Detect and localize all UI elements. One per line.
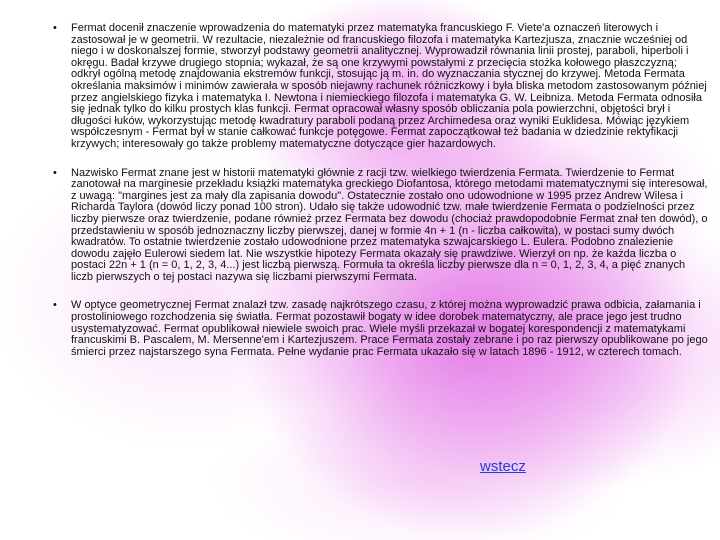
document-body bbox=[53, 23, 708, 375]
paragraph-text: Nazwisko Fermat znane jest w historii matematyki głównie z racji tzw. wielkiego twierdzenia Fermata. Twierdzenie to Fermat zanotował na marginesie przekładu książki matematyka greckiego Diofantosa, którego metodami matematycznymi się interesował, z uwagą: "margines jest za mały dla zapisania dowodu". Ostatecznie zostało ono udowodnione w 1995 przez Andrew Wilesa i Richarda Taylora (dowód liczy ponad 100 stron). Udało się także udowodnić tzw. małe twierdzenie Fermata o podzielności przez liczby pierwsze oraz twierdzenie, podane również przez Fermata bez dowodu (chociaż prawdopodobnie Fermat znał ten dowód), o przedstawieniu w sposób jednoznaczny liczby pierwszej, danej w formie 4n + 1 (n - liczba całkowita), w postaci sumy dwóch kwadratów. To ostatnie twierdzenie zostało udowodnione przez matematyka szwajcarskiego L. Eulera. Podobno znalezienie dowodu zajęło Eulerowi siedem lat. Nie wszystkie hipotezy Fermata okazały się prawdziwe. Wierzył on np. że każda liczba o postaci 22n + 1 (n = 0, 1, 2, 3, 4...) jest liczbą pierwszą. Formuła ta określa liczby pierwsze dla n = 0, 1, 2, 3, 4, a pięć znanych liczb pierwszych o tej postaci nazywa się liczbami pierwszymi Fermata. bbox=[71, 166, 708, 283]
paragraph-fermat-theorem bbox=[53, 168, 708, 284]
paragraph-text: W optyce geometrycznej Fermat znalazł tzw. zasadę najkrótszego czasu, z której można wyprowadzić prawa odbicia, załamania i prostoliniowego rozchodzenia się światła. Fermat pozostawił bogaty w idee dorobek matematyczny, ale prace jego jest trudno usystematyzować. Fermat opublikował niewiele swoich prac. Wiele myśli przekazał w bogatej korespondencji z matematykami francuskimi B. Pascalem, M. Mersenne'em i Kartezjuszem. Prace Fermata zostały zebrane i po raz pierwszy opublikowane po jego śmierci przez najstarszego syna Fermata. Pełne wydanie prac Fermata ukazało się w latach 1896 - 1912, w czterech tomach. bbox=[71, 299, 708, 358]
paragraph-text: Fermat docenił znaczenie wprowadzenia do matematyki przez matematyka francuskiego F. Viete'a oznaczeń literowych i zastosował je w geometrii. W rezultacie, niezależnie od francuskiego filozofa i matematyka Kartezjusza, znacznie wcześniej od niego i w doskonalszej formie, stworzył podstawy geometrii analitycznej. Wyprowadził równania linii prostej, paraboli, hiperboli i okręgu. Badał krzywe drugiego stopnia; wykazał, że są one krzywymi powstałymi z przecięcia stożka kołowego płaszczyzną; odkrył ogólną metodę znajdowania ekstremów funkcji, stosując ją m. in. do wyznaczania stycznej do krzywej. Metoda Fermata określania maksimów i minimów zawierała w sposób niejawny rachunek różniczkowy i była bliska metodom zastosowanym później przez angielskiego fizyka i matematyka I. Newtona i niemieckiego filozofa i matematyka G. W. Leibniza. Metoda Fermata odnosiła się jednak tylko do kilku prostych klas funkcji. Fermat opracował własny sposób obliczania pola powierzchni, objętości brył i długości łuków, wykorzystując metodę kwadratury paraboli podaną przez Archimedesa oraz wyniki Euklidesa. Mówiąc językiem współczesnym - Fermat był w stanie całkować funkcje potęgowe. Fermat zapoczątkował też badania w dziedzinie rektyfikacji krzywych; interesowały go także problemy matematyczne dotyczące gier hazardowych. bbox=[71, 22, 707, 150]
bullet-marker: • bbox=[53, 166, 57, 179]
paragraph-analytic-geometry bbox=[53, 23, 708, 151]
back-link[interactable]: wstecz bbox=[480, 458, 526, 475]
paragraph-optics bbox=[53, 300, 708, 358]
bullet-marker: • bbox=[53, 299, 57, 312]
bullet-marker: • bbox=[53, 22, 57, 34]
